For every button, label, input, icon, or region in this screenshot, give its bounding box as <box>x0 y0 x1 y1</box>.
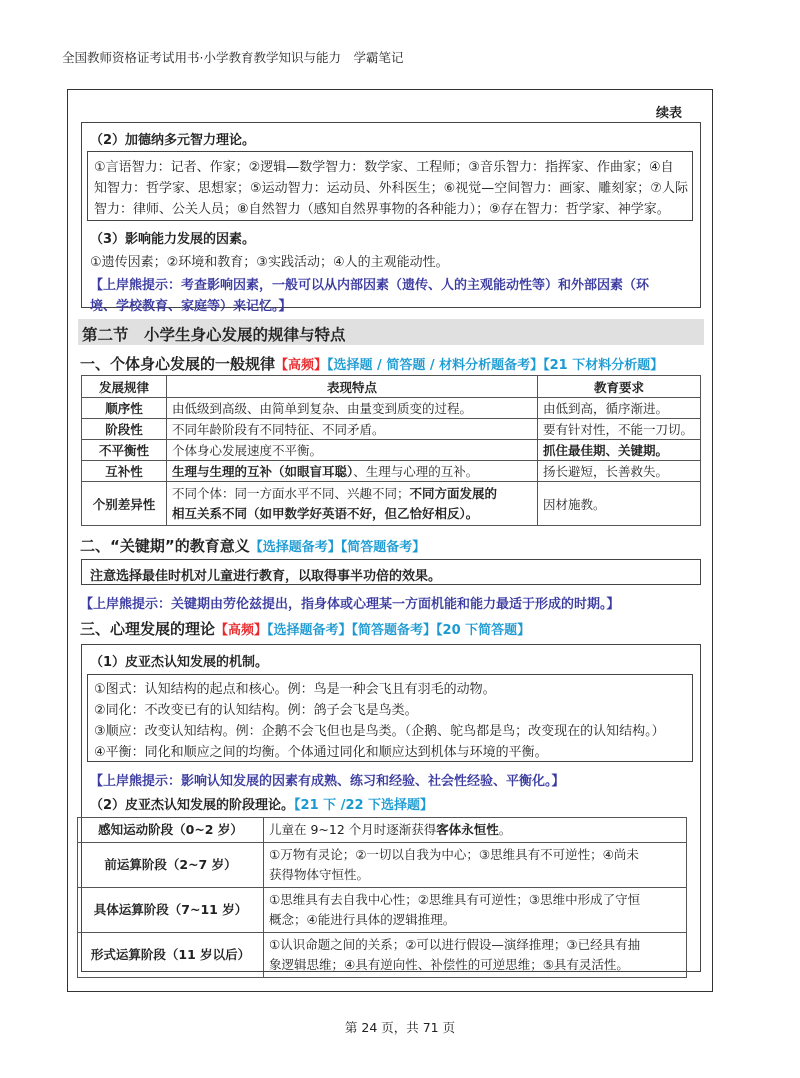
table-row <box>82 461 701 482</box>
page-header: 全国教师资格证考试用书·小学教育教学知识与能力 学霸笔记 <box>62 50 404 65</box>
table-header-row <box>82 376 701 398</box>
table-header: 表现特点 <box>167 376 538 398</box>
mechanism-line: ②同化：不改变已有的认知结构。例：鸽子会飞是鸟类。 <box>94 703 418 718</box>
factors-tip: 【上岸熊提示：考查影响因素，一般可以从内部因素（遗传、人的主观能动性等）和外部因素（环 <box>90 278 650 293</box>
stage-name: 前运算阶段（2~7 岁） <box>78 843 264 888</box>
stage-desc-a: 儿童在 9~12 个月时逐渐获得 <box>269 822 437 837</box>
law-requirement: 扬长避短，长善救失。 <box>538 461 701 482</box>
stage-desc <box>264 818 687 843</box>
law-feature-bold: 生理与生理的互补（如眼盲耳聪） <box>172 464 354 479</box>
section-heading: 第二节 小学生身心发展的规律与特点 <box>82 326 346 344</box>
stage-desc-a: ①思维具有去自我中心性；②思维具有可逆性；③思维中形成了守恒 <box>269 892 641 907</box>
law-requirement: 要有针对性，不能一刀切。 <box>538 419 701 440</box>
law-feature: 由低级到高级、由简单到复杂、由量变到质变的过程。 <box>167 398 538 419</box>
part3-heading <box>80 618 530 639</box>
law-requirement: 抓住最佳期、关键期。 <box>538 440 701 461</box>
stage-desc-end: 获得物体守恒性。 <box>269 867 370 882</box>
factors-line: ①遗传因素；②环境和教育；③实践活动；④人的主观能动性。 <box>90 255 449 270</box>
stage-desc-bold: 客体永恒性 <box>436 822 499 837</box>
law-feature: 个体身心发展速度不平衡。 <box>167 440 538 461</box>
tag-exam: 【选择题备考】【简答题备考】 <box>249 540 426 555</box>
part1-title: 一、个体身心发展的一般规律 <box>80 355 276 373</box>
stage-desc-end: 。 <box>498 822 512 837</box>
piaget-stage-table <box>77 817 687 978</box>
law-name: 不平衡性 <box>82 440 167 461</box>
law-name: 个别差异性 <box>82 482 167 526</box>
law-name: 顺序性 <box>82 398 167 419</box>
mechanism-line: ③顺应：改变认知结构。例：企鹅不会飞但也是鸟类。（企鹅、鸵鸟都是鸟；改变现在的认知结构。） <box>94 724 665 739</box>
gardner-line: 知智力：哲学家、思想家；⑤运动智力：运动员、外科医生；⑥视觉—空间智力：画家、雕刻家；⑦人际 <box>94 181 688 196</box>
table-row <box>78 888 687 933</box>
stage-name: 形式运算阶段（11 岁以后） <box>78 933 264 978</box>
mechanism-title: （1）皮亚杰认知发展的机制。 <box>90 655 269 670</box>
tag-exam: 【21 下 /22 下选择题】 <box>294 798 434 813</box>
part2-heading <box>80 535 425 556</box>
gardner-line: 智力：律师、公关人员；⑧自然智力（感知自然界事物的各种能力）；⑨存在智力：哲学家、神学家。 <box>94 202 670 217</box>
ability-box <box>81 122 701 314</box>
stage-title: （2）皮亚杰认知发展的阶段理论。 <box>90 798 295 813</box>
mechanism-line: ①图式：认知结构的起点和核心。例：鸟是一种会飞且有羽毛的动物。 <box>94 682 496 697</box>
stage-desc <box>264 843 687 888</box>
table-header: 发展规律 <box>82 376 167 398</box>
stage-desc-end: 概念；④能进行具体的逻辑推理。 <box>269 912 456 927</box>
factors-title: （3）影响能力发展的因素。 <box>90 232 256 247</box>
gardner-title: （2）加德纳多元智力理论。 <box>90 133 256 148</box>
tag-exam: 【选择题 / 简答题 / 材料分析题备考】【21 下材料分析题】 <box>327 358 664 373</box>
table-header: 教育要求 <box>538 376 701 398</box>
law-feature-c: 相互关系不同（如甲数学好英语不好，但乙恰好相反）。 <box>172 505 479 521</box>
law-feature: 不同年龄阶段有不同特征、不同矛盾。 <box>167 419 538 440</box>
table-row <box>78 818 687 843</box>
stage-desc-end: 象逻辑思维；④具有逆向性、补偿性的可逆思维；⑤具有灵活性。 <box>269 957 629 972</box>
stage-desc-a: ①认识命题之间的关系；②可以进行假设—演绎推理；③已经具有抽 <box>269 937 641 952</box>
mechanism-line: ④平衡：同化和顺应之间的均衡。个体通过同化和顺应达到机体与环境的平衡。 <box>94 745 548 760</box>
law-feature-b: 不同方面发展的 <box>409 485 498 501</box>
table-row <box>82 482 701 526</box>
gardner-line: ①言语智力：记者、作家；②逻辑—数学智力：数学家、工程师；③音乐智力：指挥家、作曲家；④自 <box>94 160 674 175</box>
tag-high-frequency: 【高频】 <box>275 358 328 373</box>
stage-name: 具体运算阶段（7~11 岁） <box>78 888 264 933</box>
gardner-inner-box <box>87 151 693 221</box>
section-heading-bar <box>78 319 704 345</box>
table-row <box>82 440 701 461</box>
stage-name: 感知运动阶段（0~2 岁） <box>78 818 264 843</box>
law-feature-a: 不同个体：同一方面水平不同、兴趣不同； <box>172 485 410 501</box>
stage-heading <box>90 794 433 813</box>
tag-exam: 【选择题备考】【简答题备考】【20 下简答题】 <box>267 623 531 638</box>
table-row <box>82 419 701 440</box>
stage-desc <box>264 888 687 933</box>
law-name: 互补性 <box>82 461 167 482</box>
part3-title: 三、心理发展的理论 <box>80 620 216 638</box>
stage-desc-a: ①万物有灵论；②一切以自我为中心；③思维具有不可逆性；④尚未 <box>269 847 639 862</box>
part1-heading <box>80 353 663 374</box>
page-number: 第 24 页，共 71 页 <box>344 1020 456 1035</box>
law-requirement: 因材施教。 <box>538 482 701 526</box>
table-row <box>82 398 701 419</box>
stage-desc <box>264 933 687 978</box>
law-name: 阶段性 <box>82 419 167 440</box>
table-row <box>78 843 687 888</box>
mechanism-inner-box <box>87 674 693 762</box>
content-frame <box>67 89 713 992</box>
part2-title: 二、“关键期”的教育意义 <box>80 537 250 555</box>
critical-period-text: 注意选择最佳时机对儿童进行教育，以取得事半功倍的效果。 <box>90 569 442 584</box>
table-row <box>78 933 687 978</box>
development-law-table <box>81 375 701 526</box>
law-feature <box>167 482 538 526</box>
law-feature <box>167 461 538 482</box>
law-requirement: 由低到高，循序渐进。 <box>538 398 701 419</box>
continued-label: 续表 <box>655 106 682 121</box>
piaget-tip: 【上岸熊提示：影响认知发展的因素有成熟、练习和经验、社会性经验、平衡化。】 <box>90 774 565 789</box>
law-feature-rest: 、生理与心理的互补。 <box>353 464 479 479</box>
tag-high-frequency: 【高频】 <box>215 623 268 638</box>
critical-period-tip: 【上岸熊提示：关键期由劳伦兹提出，指身体或心理某一方面机能和能力最适于形成的时期。】 <box>80 597 620 612</box>
factors-tip: 境、学校教育、家庭等）来记忆。】 <box>90 299 292 314</box>
critical-period-box <box>81 559 701 585</box>
